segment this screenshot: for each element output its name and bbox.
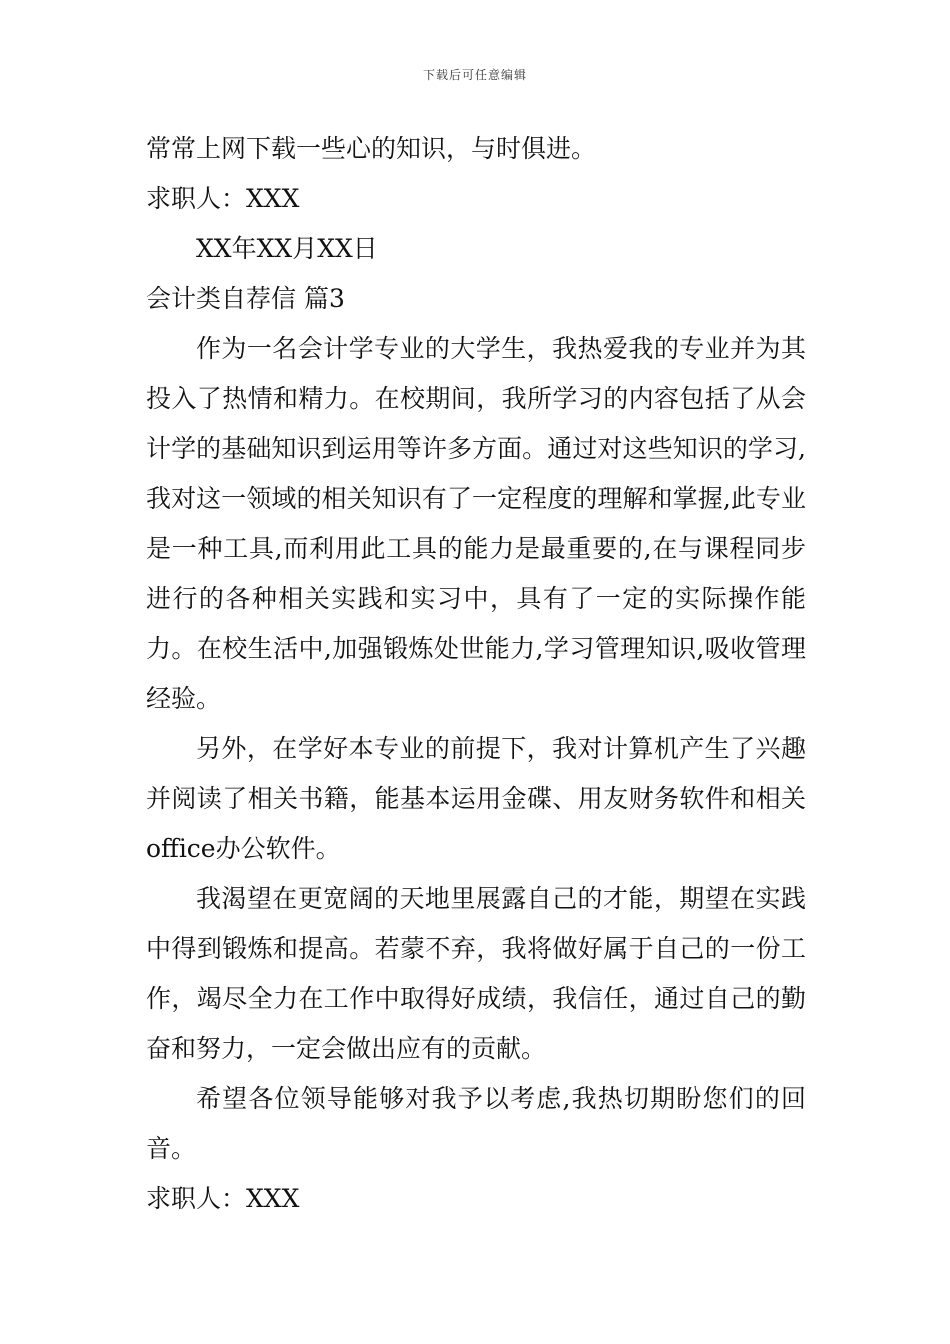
paragraph-intro: 作为一名会计学专业的大学生，我热爱我的专业并为其投入了热情和精力。在校期间，我所学习的内容包括了从会计学的基础知识到运用等许多方面。通过对这些知识的学习,我对这一领域的相关知识有了一定程度的理解和掌握,此专业是一种工具,而利用此工具的能力是最重要的,在与课程同步进行的各种相关实践和实习中，具有了一定的实际操作能力。在校生活中,加强锻炼处世能力,学习管理知识,吸收管理经验。: [146, 334, 806, 713]
signature-line: 求职人：XXX: [146, 184, 300, 213]
document-body: [146, 124, 806, 1224]
continuation-line: 常常上网下载一些心的知识，与时俱进。: [146, 134, 597, 163]
section-title: 会计类自荐信 篇3: [146, 284, 345, 313]
signature-line-final: 求职人：XXX: [146, 1184, 300, 1213]
page-header-note: 下载后可任意编辑: [422, 68, 527, 82]
paragraph-closing: 希望各位领导能够对我予以考虑,我热切期盼您们的回音。: [146, 1084, 806, 1163]
paragraph-aspiration: 我渴望在更宽阔的天地里展露自己的才能，期望在实践中得到锻炼和提高。若蒙不弃，我将做好属于自己的一份工作，竭尽全力在工作中取得好成绩，我信任，通过自己的勤奋和努力，一定会做出应有的贡献。: [146, 884, 806, 1063]
date-line: XX年XX月XX日: [196, 234, 378, 263]
paragraph-computer-skills: 另外，在学好本专业的前提下，我对计算机产生了兴趣并阅读了相关书籍，能基本运用金碟、用友财务软件和相关office办公软件。: [146, 734, 806, 863]
